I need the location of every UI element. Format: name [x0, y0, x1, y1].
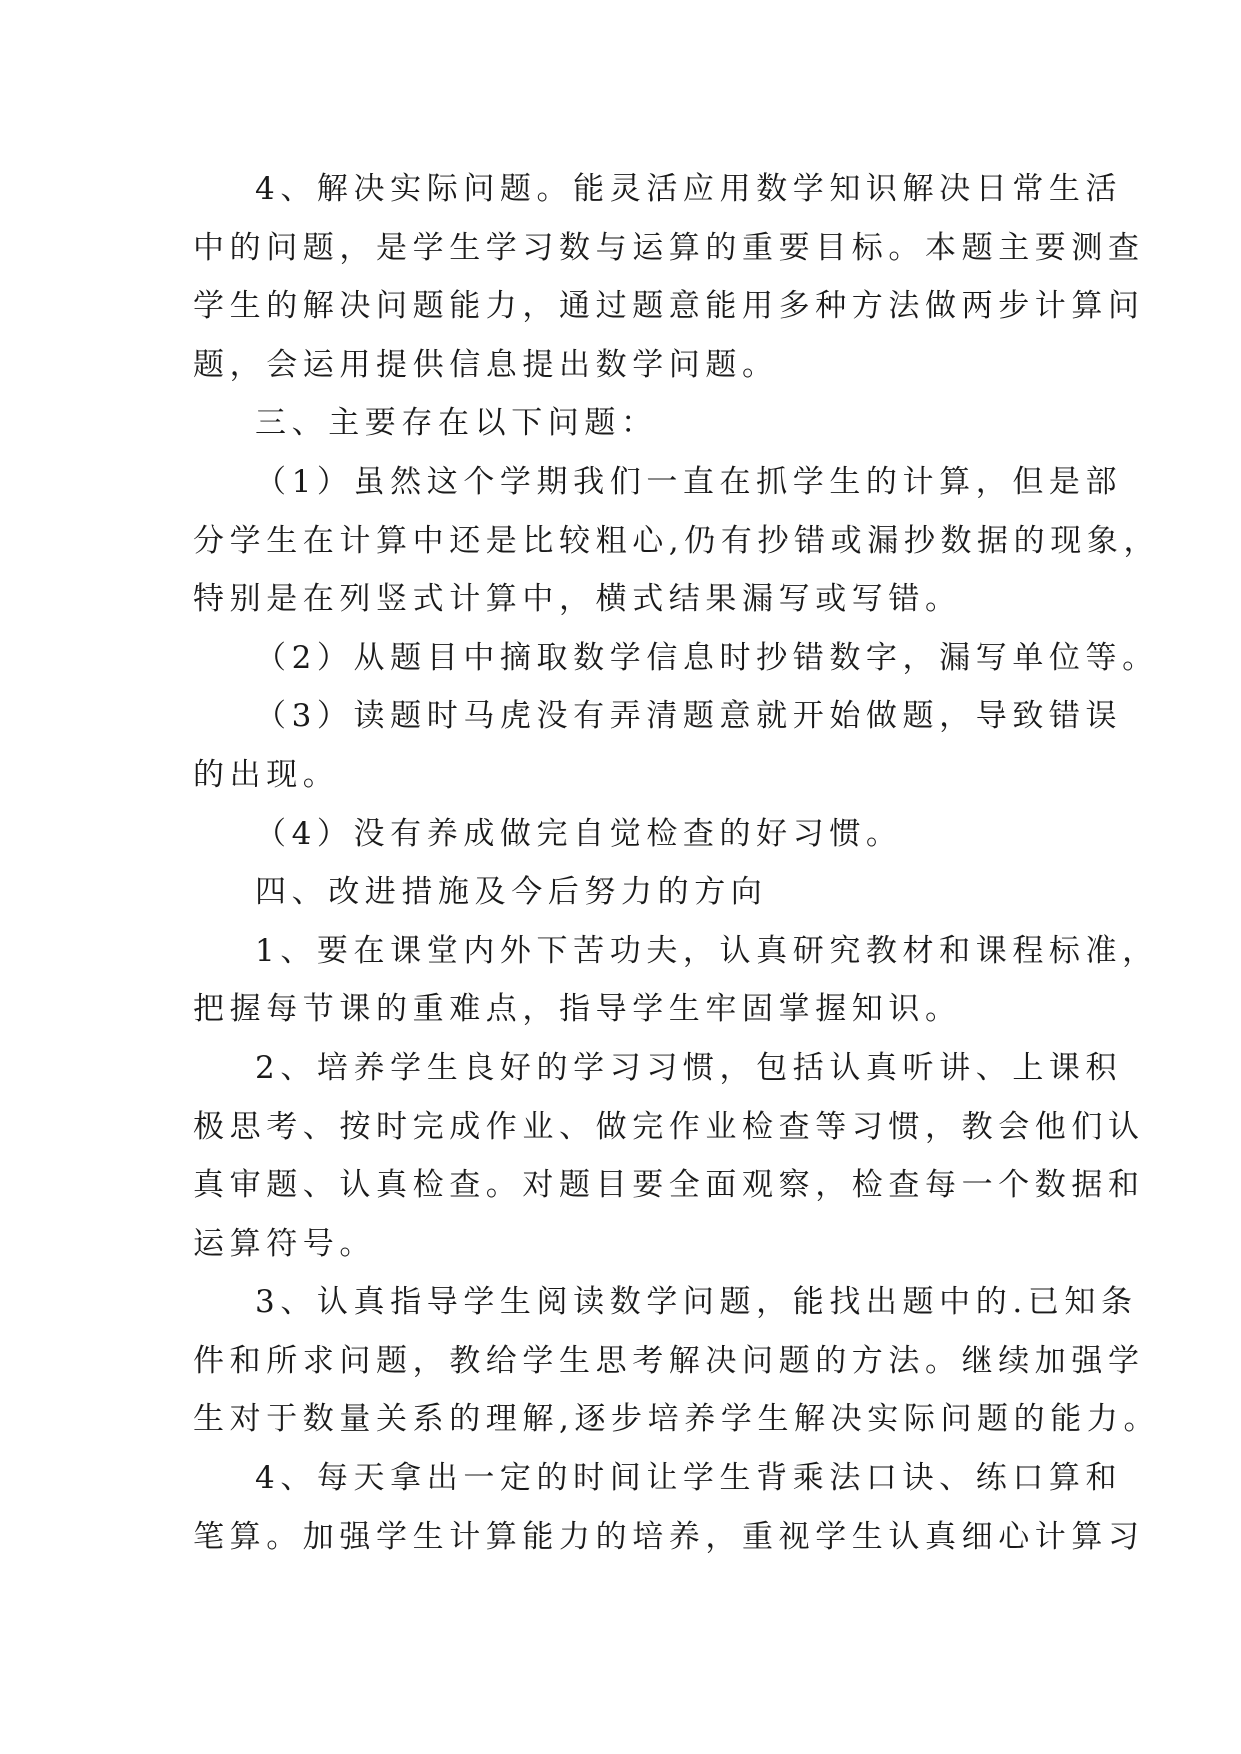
- text-line: 运算符号。: [193, 1225, 376, 1262]
- text-line: 三、主要存在以下问题：: [255, 405, 658, 442]
- text-line: 1、要在课堂内外下苦功夫，认真研究教材和课程标准，: [255, 932, 1159, 969]
- text-line: 特别是在列竖式计算中，横式结果漏写或写错。: [193, 581, 962, 618]
- text-line: 极思考、按时完成作业、做完作业检查等习惯，教会他们认: [193, 1108, 1145, 1145]
- text-line: 件和所求问题，教给学生思考解决问题的方法。继续加强学: [193, 1342, 1145, 1379]
- text-line: 分学生在计算中还是比较粗心,仍有抄错或漏抄数据的现象，: [193, 522, 1161, 559]
- text-line: （2）从题目中摘取数学信息时抄错数字，漏写单位等。: [255, 639, 1159, 676]
- text-line: （4）没有养成做完自觉检查的好习惯。: [255, 815, 903, 852]
- document-body: [193, 160, 1161, 1566]
- text-line: 题，会运用提供信息提出数学问题。: [193, 346, 779, 383]
- text-line: 真审题、认真检查。对题目要全面观察，检查每一个数据和: [193, 1167, 1145, 1204]
- text-line: 生对于数量关系的理解,逐步培养学生解决实际问题的能力。: [193, 1401, 1161, 1438]
- text-line: 笔算。加强学生计算能力的培养，重视学生认真细心计算习: [193, 1518, 1145, 1555]
- text-line: 中的问题，是学生学习数与运算的重要目标。本题主要测查: [193, 229, 1145, 266]
- text-line: 的出现。: [193, 756, 340, 793]
- text-line: 2、培养学生良好的学习习惯，包括认真听讲、上课积: [255, 1049, 1123, 1086]
- text-line: 4、每天拿出一定的时间让学生背乘法口诀、练口算和: [255, 1460, 1123, 1497]
- text-line: 4、解决实际问题。能灵活应用数学知识解决日常生活: [255, 171, 1123, 207]
- text-line: （3）读题时马虎没有弄清题意就开始做题，导致错误: [255, 698, 1123, 735]
- text-line: 学生的解决问题能力，通过题意能用多种方法做两步计算问: [193, 288, 1145, 325]
- text-line: 把握每节课的重难点，指导学生牢固掌握知识。: [193, 991, 962, 1028]
- text-line: 四、改进措施及今后努力的方向: [255, 874, 768, 911]
- text-line: （1）虽然这个学期我们一直在抓学生的计算，但是部: [255, 463, 1123, 500]
- text-line: 3、认真指导学生阅读数学问题，能找出题中的.已知条: [255, 1284, 1138, 1321]
